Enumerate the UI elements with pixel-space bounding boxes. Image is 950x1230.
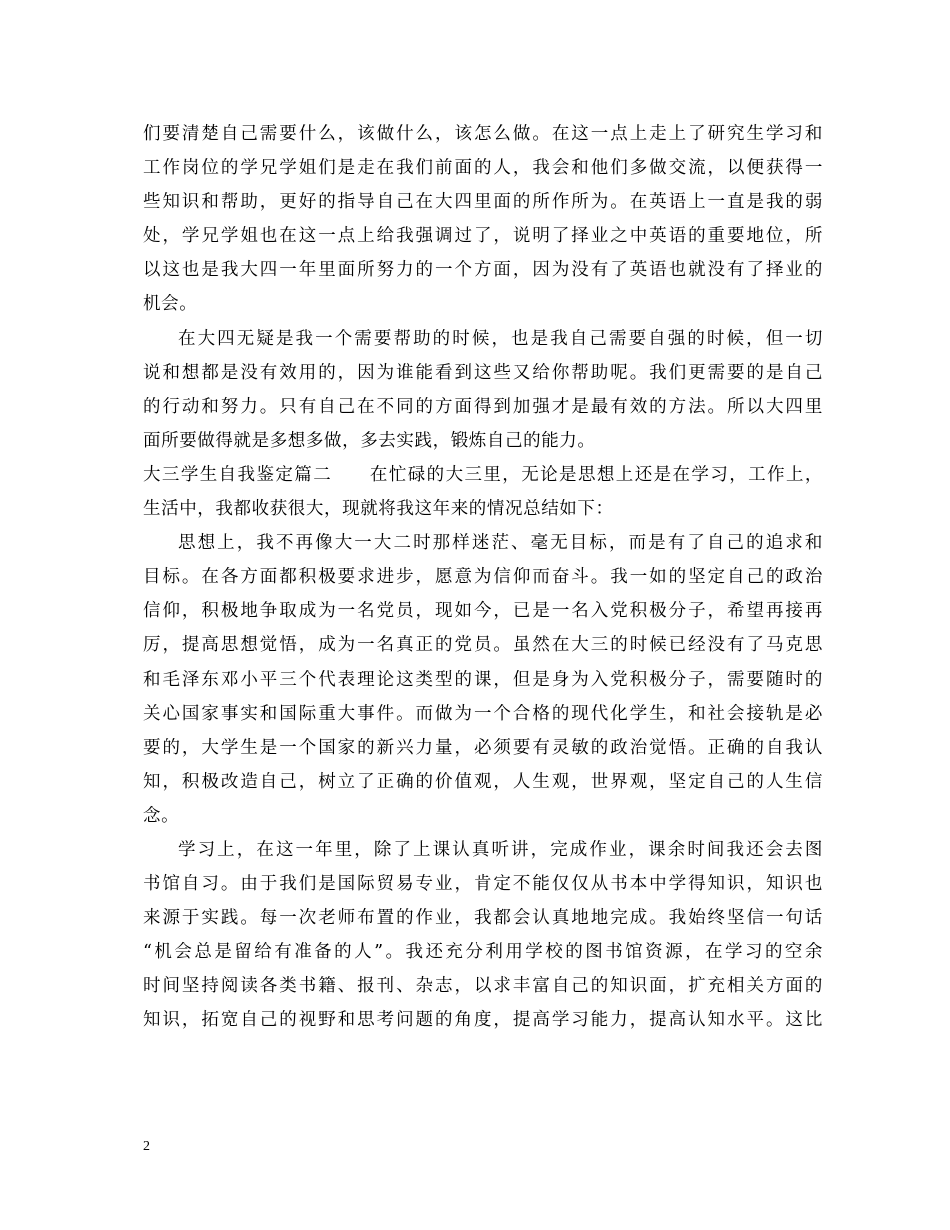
paragraph-first-line: 学习上，在这一年里，除了上课认真听讲，完成作业，课余时间我还会去图	[178, 839, 823, 860]
text-line: 知识，拓宽自己的视野和思考问题的角度，提高学习能力，提高认知水平。这比	[143, 1010, 823, 1031]
text-line: 面所要做得就是多想多做，多去实践，锻炼自己的能力。	[143, 430, 596, 451]
text-line: 念。	[143, 805, 180, 826]
text-line: 信仰，积极地争取成为一名党员，现如今，已是一名入党积极分子，希望再接再	[143, 601, 823, 622]
body-text	[143, 117, 823, 1038]
text-line: 关心国家事实和国际重大事件。而做为一个合格的现代化学生，和社会接轨是必	[143, 703, 823, 724]
text-line: 说和想都是没有效用的，因为谁能看到这些又给你帮助呢。我们更需要的是自己	[143, 362, 823, 383]
text-line: 些知识和帮助，更好的指导自己在大四里面的所作所为。在英语上一直是我的弱	[143, 192, 823, 213]
text-line: 生活中，我都收获很大，现就将我这年来的情况总结如下：	[143, 499, 614, 520]
text-line: 的行动和努力。只有自己在不同的方面得到加强才是最有效的方法。所以大四里	[143, 396, 823, 417]
text-line: 知，积极改造自己，树立了正确的价值观，人生观，世界观，坚定自己的人生信	[143, 771, 823, 792]
text-line: 来源于实践。每一次老师布置的作业，我都会认真地地完成。我始终坚信一句话	[143, 908, 823, 929]
text-line: 要的，大学生是一个国家的新兴力量，必须要有灵敏的政治觉悟。正确的自我认	[143, 737, 823, 758]
text-line: “机会总是留给有准备的人”。我还充分利用学校的图书馆资源，在学习的空余	[143, 942, 823, 963]
paragraph-first-line: 思想上，我不再像大一大二时那样迷茫、毫无目标，而是有了自己的追求和	[178, 533, 823, 554]
text-line: 时间坚持阅读各类书籍、报刊、杂志，以求丰富自己的知识面，扩充相关方面的	[143, 976, 823, 997]
paragraph-first-line: 在大四无疑是我一个需要帮助的时候，也是我自己需要自强的时候，但一切	[178, 328, 823, 349]
text-line: 和毛泽东邓小平三个代表理论这类型的课，但是身为入党积极分子，需要随时的	[143, 669, 823, 690]
text-line: 机会。	[143, 294, 198, 315]
text-line: 处，学兄学姐也在这一点上给我强调过了，说明了择业之中英语的重要地位，所	[143, 226, 823, 247]
text-line: 书馆自习。由于我们是国际贸易专业，肯定不能仅仅从书本中学得知识，知识也	[143, 874, 823, 895]
section-heading-line: 大三学生自我鉴定篇二 在忙碌的大三里，无论是思想上还是在学习，工作上，	[143, 464, 823, 485]
text-line: 以这也是我大四一年里面所努力的一个方面，因为没有了英语也就没有了择业的	[143, 260, 823, 281]
text-line: 们要清楚自己需要什么，该做什么，该怎么做。在这一点上走上了研究生学习和	[143, 124, 823, 144]
text-line: 工作岗位的学兄学姐们是走在我们前面的人，我会和他们多做交流，以便获得一	[143, 158, 823, 179]
text-line: 厉，提高思想觉悟，成为一名真正的党员。虽然在大三的时候已经没有了马克思	[143, 635, 823, 656]
page-number: 2	[143, 1139, 150, 1154]
text-line: 目标。在各方面都积极要求进步，愿意为信仰而奋斗。我一如的坚定自己的政治	[143, 567, 823, 588]
